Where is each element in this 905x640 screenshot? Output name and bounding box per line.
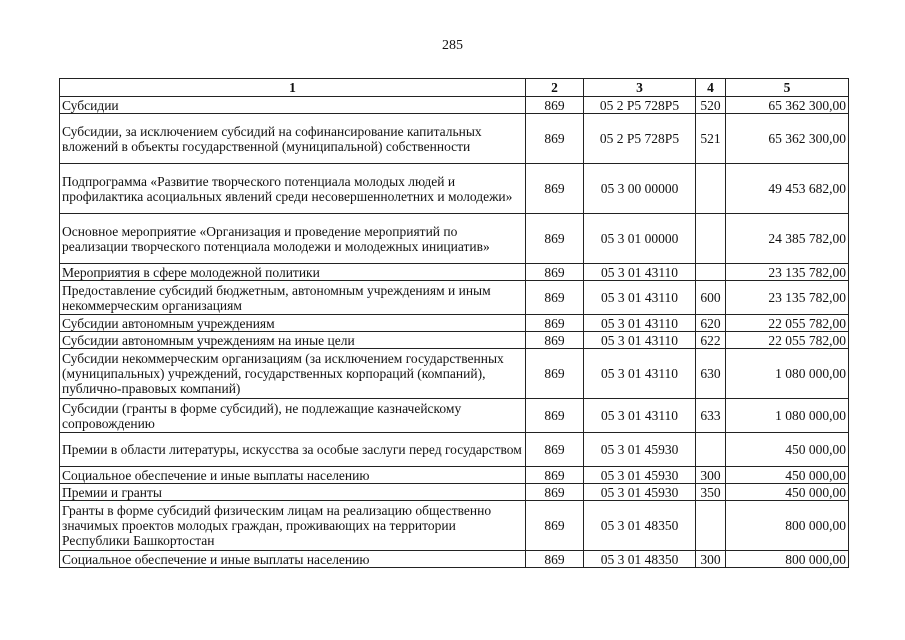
cell-grbs: 869	[526, 97, 584, 114]
cell-expense-type: 633	[696, 399, 726, 433]
cell-amount: 1 080 000,00	[726, 399, 849, 433]
cell-amount: 800 000,00	[726, 501, 849, 551]
cell-grbs: 869	[526, 399, 584, 433]
cell-grbs: 869	[526, 551, 584, 568]
table-row	[60, 97, 849, 114]
cell-grbs: 869	[526, 114, 584, 164]
cell-name: Премии в области литературы, искусства за особые заслуги перед государством	[60, 433, 526, 467]
cell-amount: 49 453 682,00	[726, 164, 849, 214]
table-row	[60, 164, 849, 214]
cell-grbs: 869	[526, 214, 584, 264]
cell-amount: 23 135 782,00	[726, 281, 849, 315]
cell-amount: 450 000,00	[726, 433, 849, 467]
cell-name: Гранты в форме субсидий физическим лицам на реализацию общественно значимых проектов молодых граждан, проживающих на территории Республики Башкортостан	[60, 501, 526, 551]
cell-amount: 24 385 782,00	[726, 214, 849, 264]
cell-expense-type: 622	[696, 332, 726, 349]
cell-name: Субсидии автономным учреждениям на иные цели	[60, 332, 526, 349]
cell-code: 05 3 01 43110	[584, 399, 696, 433]
table-row	[60, 264, 849, 281]
cell-expense-type	[696, 164, 726, 214]
cell-name: Социальное обеспечение и иные выплаты населению	[60, 467, 526, 484]
cell-grbs: 869	[526, 264, 584, 281]
cell-name: Субсидии автономным учреждениям	[60, 315, 526, 332]
column-header-4: 4	[696, 79, 726, 97]
table-row	[60, 349, 849, 399]
cell-expense-type: 300	[696, 551, 726, 568]
cell-grbs: 869	[526, 349, 584, 399]
table-row	[60, 399, 849, 433]
table-row	[60, 332, 849, 349]
table-row	[60, 114, 849, 164]
cell-name: Предоставление субсидий бюджетным, автономным учреждениям и иным некоммерческим организациям	[60, 281, 526, 315]
cell-expense-type: 521	[696, 114, 726, 164]
column-header-5: 5	[726, 79, 849, 97]
cell-expense-type: 620	[696, 315, 726, 332]
table-row	[60, 214, 849, 264]
cell-expense-type: 630	[696, 349, 726, 399]
cell-expense-type	[696, 501, 726, 551]
table-row	[60, 467, 849, 484]
cell-code: 05 3 01 00000	[584, 214, 696, 264]
column-header-3: 3	[584, 79, 696, 97]
cell-name: Премии и гранты	[60, 484, 526, 501]
cell-amount: 800 000,00	[726, 551, 849, 568]
column-header-2: 2	[526, 79, 584, 97]
cell-grbs: 869	[526, 433, 584, 467]
cell-amount: 450 000,00	[726, 467, 849, 484]
cell-code: 05 3 01 43110	[584, 281, 696, 315]
cell-amount: 22 055 782,00	[726, 332, 849, 349]
column-header-1: 1	[60, 79, 526, 97]
cell-amount: 65 362 300,00	[726, 97, 849, 114]
cell-name: Субсидии некоммерческим организациям (за исключением государственных (муниципальных) учреждений, государственных корпораций (компаний), публично-правовых компаний)	[60, 349, 526, 399]
cell-code: 05 3 01 48350	[584, 501, 696, 551]
cell-amount: 65 362 300,00	[726, 114, 849, 164]
table-header-row	[60, 79, 849, 97]
cell-amount: 1 080 000,00	[726, 349, 849, 399]
cell-expense-type: 350	[696, 484, 726, 501]
cell-code: 05 3 01 48350	[584, 551, 696, 568]
cell-grbs: 869	[526, 501, 584, 551]
table-row	[60, 501, 849, 551]
cell-expense-type: 520	[696, 97, 726, 114]
table-row	[60, 484, 849, 501]
cell-name: Мероприятия в сфере молодежной политики	[60, 264, 526, 281]
cell-expense-type	[696, 214, 726, 264]
cell-name: Подпрограмма «Развитие творческого потенциала молодых людей и профилактика асоциальных явлений среди несовершеннолетних и молодежи»	[60, 164, 526, 214]
cell-code: 05 3 01 45930	[584, 467, 696, 484]
table-row	[60, 315, 849, 332]
cell-expense-type: 300	[696, 467, 726, 484]
cell-code: 05 3 01 43110	[584, 332, 696, 349]
cell-name: Социальное обеспечение и иные выплаты населению	[60, 551, 526, 568]
cell-amount: 23 135 782,00	[726, 264, 849, 281]
cell-expense-type	[696, 433, 726, 467]
cell-grbs: 869	[526, 484, 584, 501]
table-row	[60, 551, 849, 568]
page-number: 285	[442, 38, 463, 53]
cell-code: 05 2 P5 728P5	[584, 97, 696, 114]
cell-grbs: 869	[526, 332, 584, 349]
budget-table	[59, 78, 849, 568]
cell-code: 05 3 01 43110	[584, 349, 696, 399]
cell-name: Субсидии (гранты в форме субсидий), не подлежащие казначейскому сопровождению	[60, 399, 526, 433]
cell-expense-type: 600	[696, 281, 726, 315]
cell-code: 05 3 01 43110	[584, 315, 696, 332]
table-row	[60, 281, 849, 315]
cell-name: Субсидии, за исключением субсидий на софинансирование капитальных вложений в объекты государственной (муниципальной) собственности	[60, 114, 526, 164]
cell-grbs: 869	[526, 467, 584, 484]
table-body	[60, 97, 849, 568]
cell-expense-type	[696, 264, 726, 281]
cell-name: Основное мероприятие «Организация и проведение мероприятий по реализации творческого потенциала молодежи и молодежных инициатив»	[60, 214, 526, 264]
cell-code: 05 3 01 45930	[584, 484, 696, 501]
cell-code: 05 3 00 00000	[584, 164, 696, 214]
cell-grbs: 869	[526, 164, 584, 214]
cell-code: 05 3 01 43110	[584, 264, 696, 281]
cell-code: 05 3 01 45930	[584, 433, 696, 467]
cell-amount: 450 000,00	[726, 484, 849, 501]
table-row	[60, 433, 849, 467]
cell-grbs: 869	[526, 315, 584, 332]
cell-code: 05 2 P5 728P5	[584, 114, 696, 164]
cell-name: Субсидии	[60, 97, 526, 114]
cell-grbs: 869	[526, 281, 584, 315]
cell-amount: 22 055 782,00	[726, 315, 849, 332]
